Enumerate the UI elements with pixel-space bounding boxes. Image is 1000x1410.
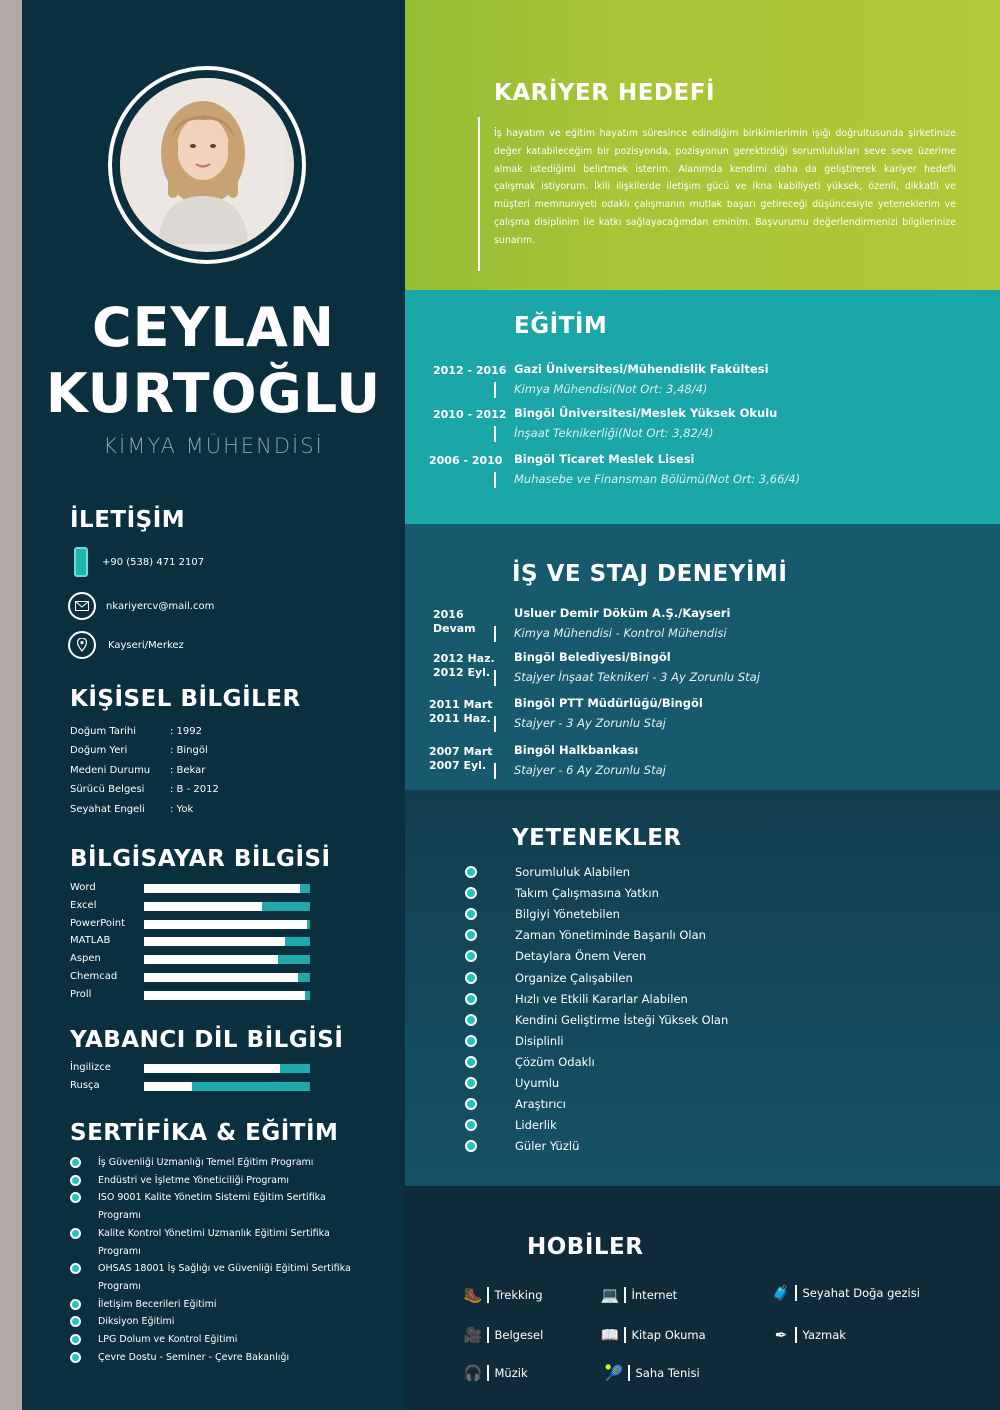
bullet-icon xyxy=(70,1192,81,1203)
skill-item xyxy=(465,865,630,879)
computer-skill-label: Chemcad xyxy=(70,971,118,982)
pen-icon: ✒ xyxy=(774,1326,788,1344)
certificate-item xyxy=(70,1331,370,1349)
location-row xyxy=(68,631,184,659)
education-date: 2006 - 2010 xyxy=(429,454,503,467)
certificate-item xyxy=(70,1260,370,1295)
experience-date-end: 2012 Eyl. xyxy=(433,666,491,679)
hobby-label: Seyahat Doğa gezisi xyxy=(802,1286,920,1300)
hobby-divider xyxy=(624,1327,626,1343)
certificate-text: OHSAS 18001 İş Sağlığı ve Güvenliği Eğitimi Sertifika Programı xyxy=(98,1263,351,1292)
language-fill xyxy=(144,1064,280,1073)
computer-skill-bar xyxy=(144,973,310,982)
bullet-icon xyxy=(70,1352,81,1363)
hobby-item xyxy=(604,1363,700,1383)
timeline-tick xyxy=(494,472,496,488)
experience-date-end: Devam xyxy=(433,622,476,635)
location-text: Kayseri/Merkez xyxy=(108,639,184,651)
experience-role: Kimya Mühendisi - Kontrol Mühendisi xyxy=(514,626,727,640)
skill-text: Kendini Geliştirme İsteği Yüksek Olan xyxy=(515,1012,729,1027)
skill-item xyxy=(465,1055,595,1069)
experience-date-start: 2007 Mart xyxy=(429,745,493,758)
certificate-item xyxy=(70,1296,370,1314)
skill-text: Araştırıcı xyxy=(515,1097,566,1112)
computer-skill-fill xyxy=(144,937,285,946)
language-bar xyxy=(144,1064,310,1073)
hobby-label: Kitap Okuma xyxy=(631,1328,706,1342)
language-fill xyxy=(144,1082,192,1091)
education-detail: İnşaat Teknikerliği(Not Ort: 3,82/4) xyxy=(514,426,714,440)
skill-text: Çözüm Odaklı xyxy=(515,1054,595,1069)
education-date: 2010 - 2012 xyxy=(433,408,507,421)
skill-text: Liderlik xyxy=(515,1118,557,1133)
bullet-icon xyxy=(465,1140,477,1152)
education-school: Bingöl Üniversitesi/Meslek Yüksek Okulu xyxy=(514,406,778,420)
computer-skill-fill xyxy=(144,902,262,911)
bullet-icon xyxy=(465,972,477,984)
hobby-item xyxy=(463,1363,528,1383)
experience-company: Bingöl Belediyesi/Bingöl xyxy=(514,650,671,664)
hobby-item xyxy=(463,1285,543,1305)
bullet-icon xyxy=(465,887,477,899)
timeline-tick xyxy=(494,763,496,779)
skill-item xyxy=(465,928,706,942)
certificate-text: Kalite Kontrol Yönetimi Uzmanlık Eğitimi Sertifika Programı xyxy=(98,1228,330,1257)
certificate-text: İş Güvenliği Uzmanlığı Temel Eğitim Programı xyxy=(98,1157,314,1168)
computer-skill-bar xyxy=(144,902,310,911)
timeline-tick xyxy=(494,670,496,686)
skill-text: Sorumluluk Alabilen xyxy=(515,865,630,879)
bullet-icon xyxy=(70,1228,81,1239)
skill-item xyxy=(465,1097,566,1111)
language-label: Rusça xyxy=(70,1080,100,1091)
skill-item xyxy=(465,1118,557,1132)
bullet-icon xyxy=(465,950,477,962)
computer-skill-label: Aspen xyxy=(70,953,101,965)
email-text[interactable]: nkariyercv@mail.com xyxy=(106,600,215,612)
computer-heading: BİLGİSAYAR BİLGİSİ xyxy=(70,846,331,872)
hobby-item xyxy=(600,1325,706,1345)
experience-date-end: 2007 Eyl. xyxy=(429,759,487,772)
camera-icon: 🎥 xyxy=(463,1326,483,1344)
hiker-icon: 🥾 xyxy=(463,1286,483,1304)
certificate-text: İletişim Becerileri Eğitimi xyxy=(98,1299,217,1310)
laptop-icon: 💻 xyxy=(600,1286,620,1304)
computer-skill-bar xyxy=(144,955,310,964)
hobby-divider xyxy=(487,1327,489,1343)
skill-text: Detaylara Önem Veren xyxy=(515,949,647,964)
timeline-tick xyxy=(494,382,496,398)
bullet-icon xyxy=(465,1098,477,1110)
skill-item xyxy=(465,886,659,900)
first-name: CEYLAN xyxy=(91,296,335,359)
bullet-icon xyxy=(70,1334,81,1345)
experience-role: Stajyer - 6 Ay Zorunlu Staj xyxy=(514,763,666,777)
bullet-icon xyxy=(70,1157,81,1168)
experience-role: Stajyer İnşaat Teknikeri - 3 Ay Zorunlu Staj xyxy=(514,670,760,684)
tennis-icon: 🎾 xyxy=(604,1364,624,1382)
career-divider xyxy=(478,117,480,271)
left-stripe xyxy=(0,0,22,1410)
timeline-tick xyxy=(494,626,496,642)
bullet-icon xyxy=(465,1014,477,1026)
experience-date-start: 2011 Mart xyxy=(429,698,493,711)
bullet-icon xyxy=(465,1077,477,1089)
certificate-text: Endüstri ve İşletme Yöneticiliği Programı xyxy=(98,1175,290,1186)
skill-text: Takım Çalışmasına Yatkın xyxy=(515,886,659,901)
education-detail: Muhasebe ve Finansman Bölümü(Not Ort: 3,66/4) xyxy=(514,472,801,486)
career-text: İş hayatım ve eğitim hayatım süresince edindiğim birikimlerimin ışığı doğrultusunda şirketinize değer katabileceğim bir pozisyonda, pozisyonun gerektirdiği sorumlulukları seve seve üzerime almak istediğimi belirtmek isterim. Alanımda kendimi daha da geliştirerek kariyer hedefli çalışmak istiyorum. İkili ilişkilerde iletişim gücü ve ikna kabiliyeti yüksek, özenli, dikkatli ve müşteri memnuniyeti odaklı çalışmanın mutlak başarı getireceği düşüncesiyle yeteneklerim ve çalışma disiplinim ile katkı sağlayacağımdan eminim. Başvurumu değerlendirmenizi bilgilerinize sunarım. xyxy=(494,128,956,246)
location-pin-icon xyxy=(68,631,96,659)
skills-heading: YETENEKLER xyxy=(512,825,682,851)
computer-skill-bar xyxy=(144,991,310,1000)
skill-item xyxy=(465,971,633,985)
mail-icon xyxy=(68,592,96,620)
skill-item xyxy=(465,949,646,963)
bullet-icon xyxy=(465,908,477,920)
certificate-text: Diksiyon Eğitimi xyxy=(98,1316,175,1327)
personal-row: Seyahat Engeli : Yok xyxy=(70,804,194,815)
personal-row: Sürücü Belgesi : B - 2012 xyxy=(70,784,219,795)
certificates-heading: SERTİFİKA & EĞİTİM xyxy=(70,1120,339,1146)
personal-row: Medeni Durumu : Bekar xyxy=(70,765,206,776)
book-icon: 📖 xyxy=(600,1326,620,1344)
education-detail: Kimya Mühendisi(Not Ort: 3,48/4) xyxy=(514,382,708,396)
language-label: İngilizce xyxy=(70,1062,111,1073)
education-date: 2012 - 2016 xyxy=(433,364,507,377)
computer-skill-bar xyxy=(144,884,310,893)
experience-role: Stajyer - 3 Ay Zorunlu Staj xyxy=(514,716,666,730)
computer-skill-label: PowerPoint xyxy=(70,917,126,929)
certificate-text: LPG Dolum ve Kontrol Eğitimi xyxy=(98,1334,238,1345)
bullet-icon xyxy=(70,1299,81,1310)
experience-company: Bingöl Halkbankası xyxy=(514,743,639,757)
experience-company: Usluer Demir Döküm A.Ş./Kayseri xyxy=(514,606,731,620)
phone-icon xyxy=(74,547,88,577)
hobby-label: İnternet xyxy=(631,1288,678,1302)
bullet-icon xyxy=(70,1316,81,1327)
computer-skill-fill xyxy=(144,991,305,1000)
last-name: KURTOĞLU xyxy=(45,362,382,425)
hobby-divider xyxy=(795,1327,797,1343)
hobby-label: Saha Tenisi xyxy=(635,1366,700,1380)
bullet-icon xyxy=(465,1119,477,1131)
bullet-icon xyxy=(465,866,477,878)
certificate-item xyxy=(70,1154,370,1172)
personal-row: Doğum Yeri : Bingöl xyxy=(70,745,208,756)
skill-text: Uyumlu xyxy=(515,1076,560,1090)
hobby-label: Trekking xyxy=(494,1288,543,1302)
hobby-divider xyxy=(487,1365,489,1381)
headphones-icon: 🎧 xyxy=(463,1364,483,1382)
personal-heading: KİŞİSEL BİLGİLER xyxy=(70,686,301,712)
hobby-item xyxy=(463,1325,543,1345)
computer-skill-bar xyxy=(144,920,310,929)
education-heading: EĞİTİM xyxy=(514,313,608,339)
phone-row xyxy=(68,547,204,577)
skill-item xyxy=(465,1013,728,1027)
computer-skill-fill xyxy=(144,920,307,929)
bullet-icon xyxy=(465,1035,477,1047)
personal-row: Doğum Tarihi : 1992 xyxy=(70,726,202,737)
skill-text: Güler Yüzlü xyxy=(515,1139,580,1154)
skill-text: Bilgiyi Yönetebilen xyxy=(515,907,620,922)
certificate-item xyxy=(70,1225,370,1260)
computer-skill-label: Word xyxy=(70,882,96,893)
skill-item xyxy=(465,1034,564,1048)
hobby-item xyxy=(600,1285,677,1305)
skill-text: Organize Çalışabilen xyxy=(515,970,633,985)
timeline-tick xyxy=(494,426,496,442)
certificate-item xyxy=(70,1172,370,1190)
hobbies-heading: HOBİLER xyxy=(527,1234,644,1260)
certificate-item xyxy=(70,1349,370,1367)
hobby-label: Belgesel xyxy=(494,1328,544,1342)
contact-heading: İLETİŞİM xyxy=(70,507,186,533)
hobby-divider xyxy=(628,1365,630,1381)
certificate-text: Çevre Dostu - Seminer - Çevre Bakanlığı xyxy=(98,1352,290,1363)
hobby-label: Müzik xyxy=(494,1366,528,1380)
hobby-divider xyxy=(795,1285,797,1301)
career-heading: KARİYER HEDEFİ xyxy=(494,80,716,106)
education-school: Gazi Üniversitesi/Mühendislik Fakültesi xyxy=(514,362,769,376)
experience-date-end: 2011 Haz. xyxy=(429,712,491,725)
hobby-item xyxy=(771,1283,920,1303)
skill-item xyxy=(465,1139,579,1153)
computer-skill-label: Proll xyxy=(70,988,92,1000)
hobby-divider xyxy=(624,1287,626,1303)
bullet-icon xyxy=(465,929,477,941)
sidebar xyxy=(22,0,405,1410)
email-row[interactable] xyxy=(68,592,214,620)
traveler-icon: 🧳 xyxy=(771,1284,791,1302)
profile-photo-frame xyxy=(108,66,306,264)
profile-photo xyxy=(120,78,294,252)
experience-date-start: 2016 xyxy=(433,608,464,621)
skill-text: Hızlı ve Etkili Kararlar Alabilen xyxy=(515,991,688,1006)
skill-item xyxy=(465,992,688,1006)
skill-text: Zaman Yönetiminde Başarılı Olan xyxy=(515,928,706,943)
education-school: Bingöl Ticaret Meslek Lisesi xyxy=(514,452,695,466)
experience-heading: İŞ VE STAJ DENEYİMİ xyxy=(512,561,788,587)
language-bar xyxy=(144,1082,310,1091)
computer-skill-label: MATLAB xyxy=(70,935,111,947)
bullet-icon xyxy=(465,1056,477,1068)
computer-skill-fill xyxy=(144,884,300,893)
certificate-text: ISO 9001 Kalite Yönetim Sistemi Eğitim Sertifika Programı xyxy=(98,1192,326,1221)
bullet-icon xyxy=(465,993,477,1005)
timeline-tick xyxy=(494,716,496,732)
computer-skill-fill xyxy=(144,973,298,982)
bullet-icon xyxy=(70,1263,81,1274)
phone-text: +90 (538) 471 2107 xyxy=(102,556,205,568)
certificate-item xyxy=(70,1189,370,1224)
languages-heading: YABANCI DİL BİLGİSİ xyxy=(70,1027,344,1053)
certificate-item xyxy=(70,1313,370,1331)
job-title: KİMYA MÜHENDİSİ xyxy=(103,434,324,458)
hobby-label: Yazmak xyxy=(802,1328,846,1342)
computer-skill-bar xyxy=(144,937,310,946)
bullet-icon xyxy=(70,1175,81,1186)
skill-text: Disiplinli xyxy=(515,1033,564,1048)
skill-item xyxy=(465,1076,559,1090)
skill-item xyxy=(465,907,620,921)
experience-company: Bingöl PTT Müdürlüğü/Bingöl xyxy=(514,696,703,710)
hobby-divider xyxy=(487,1287,489,1303)
hobby-item xyxy=(771,1325,846,1345)
computer-skill-label: Excel xyxy=(70,899,97,911)
experience-date-start: 2012 Haz. xyxy=(433,652,495,665)
computer-skill-fill xyxy=(144,955,278,964)
